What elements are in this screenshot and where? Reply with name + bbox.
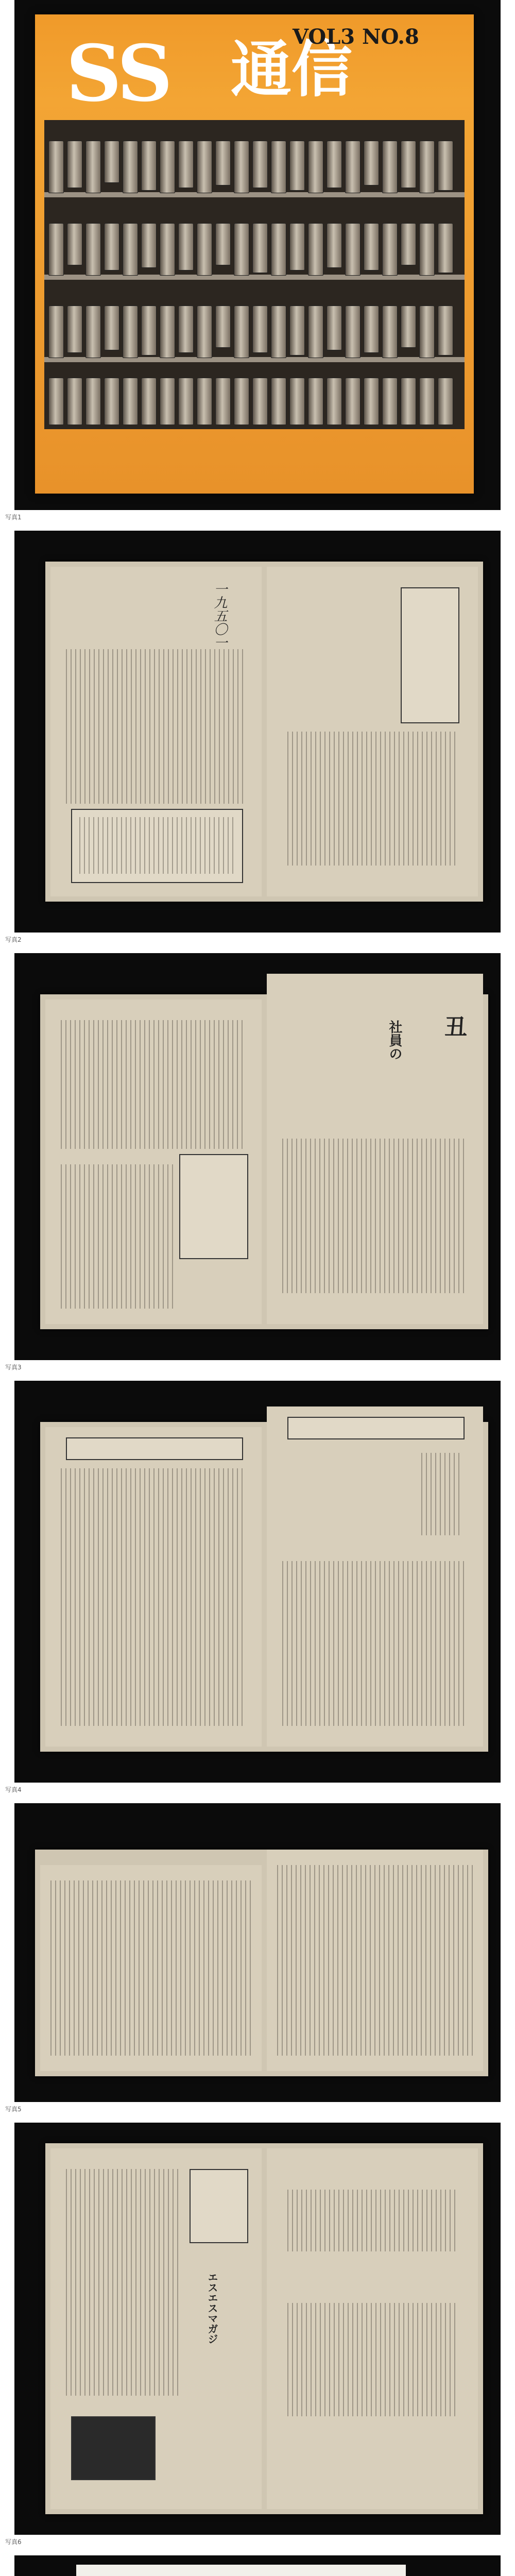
left-page [45, 999, 262, 1324]
photo-7-back-cover [14, 2555, 501, 2576]
small-ad-box [190, 2169, 248, 2243]
cover-title-latin: SS [66, 28, 170, 119]
photo-caption: 写真6 [5, 2538, 22, 2546]
header-box [66, 1437, 243, 1460]
bottle-row [48, 306, 453, 358]
left-page [40, 1865, 262, 2071]
bottle-row [48, 223, 453, 276]
cover-photo-bottles [44, 120, 465, 429]
header-box [287, 1417, 465, 1439]
photo-caption: 写真1 [5, 514, 22, 521]
right-page [267, 1406, 483, 1747]
cover-title-kanji: 通信 [231, 34, 353, 105]
photo-caption: 写真4 [5, 1786, 22, 1793]
bottle-row [48, 141, 453, 193]
magazine-cover [35, 14, 474, 494]
page-heading-vertical: 丑 [440, 1015, 467, 1038]
magazine-section-title: エスエスマガジ [206, 2272, 218, 2344]
right-page [267, 567, 478, 896]
photo-caption: 写真3 [5, 1364, 22, 1371]
left-page [45, 1427, 262, 1747]
left-page [50, 567, 262, 896]
photo-caption: 写真2 [5, 936, 22, 943]
advert-page [76, 2565, 406, 2576]
product-photo-box [71, 2416, 156, 2480]
open-booklet [45, 2143, 483, 2514]
left-page [50, 2148, 262, 2509]
cover-volume: VOL3 NO.8 [293, 25, 419, 49]
article-title: 社員の [387, 1020, 402, 1060]
photo-5-spread [14, 1803, 501, 2102]
photo-1-cover [14, 0, 501, 510]
open-booklet [40, 994, 488, 1329]
boxed-article [71, 809, 243, 883]
right-page [267, 2148, 478, 2509]
handwritten-note: 一九五〇一 [212, 582, 227, 649]
photo-caption: 写真5 [5, 2106, 22, 2113]
photo-2-spread [14, 531, 501, 933]
open-booklet [40, 1422, 488, 1752]
open-booklet [45, 562, 483, 902]
boxed-notice [179, 1154, 248, 1259]
open-booklet [35, 1850, 488, 2076]
bottle-row [48, 378, 453, 425]
right-page [267, 974, 483, 1324]
photo-3-spread [14, 953, 501, 1360]
title-box [401, 587, 459, 723]
photo-4-spread [14, 1381, 501, 1783]
right-page [267, 1850, 483, 2071]
photo-6-spread [14, 2123, 501, 2535]
